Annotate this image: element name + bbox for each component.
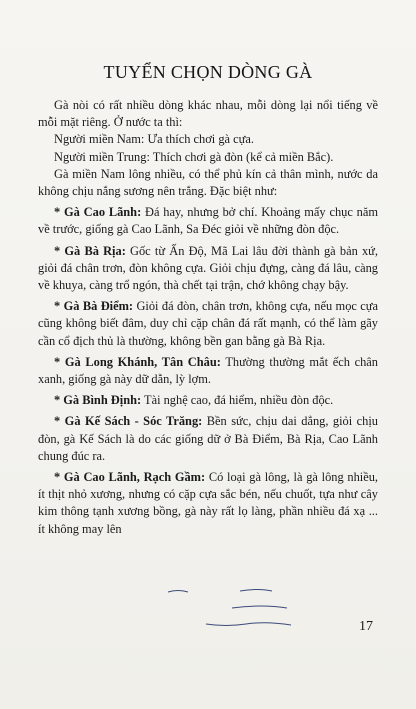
page-number: 17 (359, 619, 373, 634)
breed-name: * Gà Long Khánh, Tân Châu: (54, 354, 221, 369)
breed-name: * Gà Kế Sách - Sóc Trăng: (54, 414, 203, 429)
intro-paragraph: Gà miền Nam lông nhiều, có thể phủ kín cả thân mình, nước da không chịu nắng sương nên trắng. Đặc biệt như: (38, 166, 378, 199)
breed-description: Gốc từ Ấn Độ, Mã Lai lâu đời thành gà bản xứ, giỏi đá chân trơn, đòn không cựa. Giỏi chịu đựng, càng đá lâu, càng về khuya, càng trổ ngón, thà chết tại trận, chớ không chạy bậy. (38, 243, 378, 293)
intro-paragraph: Gà nòi có rất nhiều dòng khác nhau, mỗi dòng lại nổi tiếng về mỗi mặt riêng. Ở nước ta thì: (38, 98, 378, 130)
page-title: TUYỂN CHỌN DÒNG GÀ (103, 62, 313, 82)
breed-name: * Gà Bà Điểm: (54, 299, 134, 314)
breed-name: * Gà Cao Lãnh: (54, 205, 142, 220)
breed-description: Tài nghệ cao, đá hiểm, nhiều đòn độc. (141, 393, 334, 408)
breed-name: * Gà Cao Lãnh, Rạch Gầm: (54, 470, 206, 485)
intro-paragraph: Người miền Nam: Ưa thích chơi gà cựa. (54, 132, 254, 147)
intro-paragraph: Người miền Trung: Thích chơi gà đòn (kể cả miền Bắc). (54, 149, 334, 164)
breed-description: Giỏi đá đòn, chân trơn, không cựa, nếu mọc cựa cũng không biết đâm, duy chỉ cặp chân đá rất mạnh, có thể làm gãy cần cổ địch thủ là thường, không bền gan bằng gà Bà Rịa. (38, 299, 379, 348)
breed-description: Đá hay, nhưng bở chí. Khoảng mấy chục năm về trước, giống gà Cao Lãnh, Sa Đéc giỏi về những đòn độc. (38, 205, 378, 237)
breed-description: Thường thường mắt ếch chân xanh, giống gà này dữ dằn, lỳ lợm. (38, 354, 378, 387)
breed-name: * Gà Bà Rịa: (54, 243, 126, 258)
breed-description: Bền sức, chịu dai dẳng, giỏi chịu đòn, gà Kế Sách là do các giống dữ ở Bà Điểm, Bà Rịa, Cao Lãnh chung đúc ra. (38, 414, 379, 463)
breed-description: Có loại gà lông, là gà lông nhiều, ít thịt nhỏ xương, nhưng có cặp cựa sắc bén, nếu chuốt, tựa như cây kim thông tạnh xương bồng, gà này rất lọ làng, phần nhiều đá xạ ... ít không may lên (38, 470, 378, 536)
breed-name: * Gà Bình Định: (54, 393, 142, 408)
